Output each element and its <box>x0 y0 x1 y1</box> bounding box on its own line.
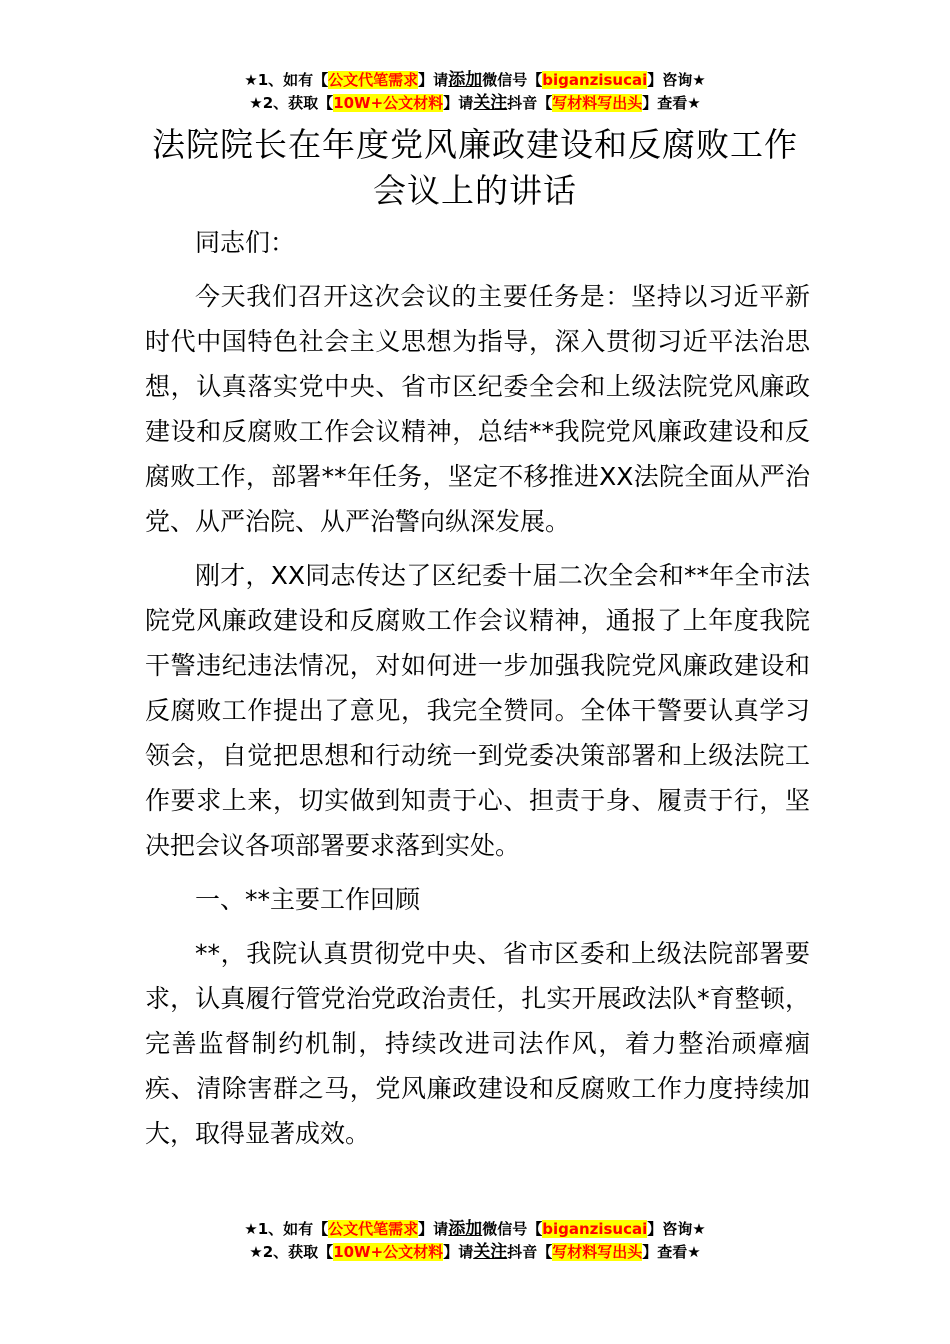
banner-line-1 <box>0 69 950 92</box>
title-line-1: 法院院长在年度党风廉政建设和反腐败工作 <box>152 125 798 164</box>
banner-text: ★2、获取【 <box>249 94 334 112</box>
highlight-text: 10W+公文材料 <box>333 94 444 112</box>
banner-text: 抖音【 <box>507 94 553 112</box>
wechat-id-highlight: biganzisucai <box>542 71 648 89</box>
underlined-text: 关注 <box>473 1242 508 1262</box>
banner-line-2 <box>0 1241 950 1264</box>
douyin-id-highlight: 写材料写出头 <box>552 1243 643 1261</box>
footer-banner <box>0 1218 950 1264</box>
banner-text: ★1、如有【 <box>244 1220 329 1238</box>
banner-text: 】请 <box>443 94 474 112</box>
douyin-id-highlight: 写材料写出头 <box>552 94 643 112</box>
banner-text: 】请 <box>418 71 449 89</box>
title-line-2: 会议上的讲话 <box>373 171 577 210</box>
salutation: 同志们： <box>195 228 296 257</box>
underlined-text: 添加 <box>448 1219 483 1239</box>
banner-text: 微信号【 <box>482 71 543 89</box>
paragraph-report: 刚才，XX同志传达了区纪委十届二次全会和**年全市法院党风廉政建设和反腐败工作会议精神，通报了上年度我院干警违纪违法情况，对如何进一步加强我院党风廉政建设和反腐败工作提出了意见，我完全赞同。全体干警要认真学习领会，自觉把思想和行动统一到党委决策部署和上级法院工作要求上来，切实做到知责于心、担责于身、履责于行，坚决把会议各项部署要求落到实处。 <box>145 561 810 860</box>
banner-line-2 <box>0 92 950 115</box>
banner-text: 】请 <box>443 1243 474 1261</box>
banner-text: 】查看★ <box>642 1243 701 1261</box>
paragraph-review: **，我院认真贯彻党中央、省市区委和上级法院部署要求，认真履行管党治党政治责任，扎实开展政法队*育整顿，完善监督制约机制，持续改进司法作风，着力整治顽瘴痼疾、清除害群之马，党风廉政建设和反腐败工作力度持续加大，取得显著成效。 <box>145 939 810 1148</box>
document-body <box>145 220 810 1165</box>
highlight-text: 公文代笔需求 <box>328 1220 419 1238</box>
banner-text: 】咨询★ <box>647 1220 706 1238</box>
banner-text: 】查看★ <box>642 94 701 112</box>
underlined-text: 添加 <box>448 70 483 90</box>
banner-text: ★2、获取【 <box>249 1243 334 1261</box>
paragraph-intro: 今天我们召开这次会议的主要任务是：坚持以习近平新时代中国特色社会主义思想为指导，深入贯彻习近平法治思想，认真落实党中央、省市区纪委全会和上级法院党风廉政建设和反腐败工作会议精神，总结**我院党风廉政建设和反腐败工作，部署**年任务，坚定不移推进XX法院全面从严治党、从严治院、从严治警向纵深发展。 <box>145 282 810 536</box>
wechat-id-highlight: biganzisucai <box>542 1220 648 1238</box>
underlined-text: 关注 <box>473 93 508 113</box>
banner-text: 】咨询★ <box>647 71 706 89</box>
header-banner <box>0 69 950 115</box>
banner-line-1 <box>0 1218 950 1241</box>
banner-text: ★1、如有【 <box>244 71 329 89</box>
banner-text: 微信号【 <box>482 1220 543 1238</box>
highlight-text: 10W+公文材料 <box>333 1243 444 1261</box>
banner-text: 抖音【 <box>507 1243 553 1261</box>
highlight-text: 公文代笔需求 <box>328 71 419 89</box>
section-heading: 一、**主要工作回顾 <box>195 885 421 914</box>
document-title <box>0 122 950 214</box>
banner-text: 】请 <box>418 1220 449 1238</box>
